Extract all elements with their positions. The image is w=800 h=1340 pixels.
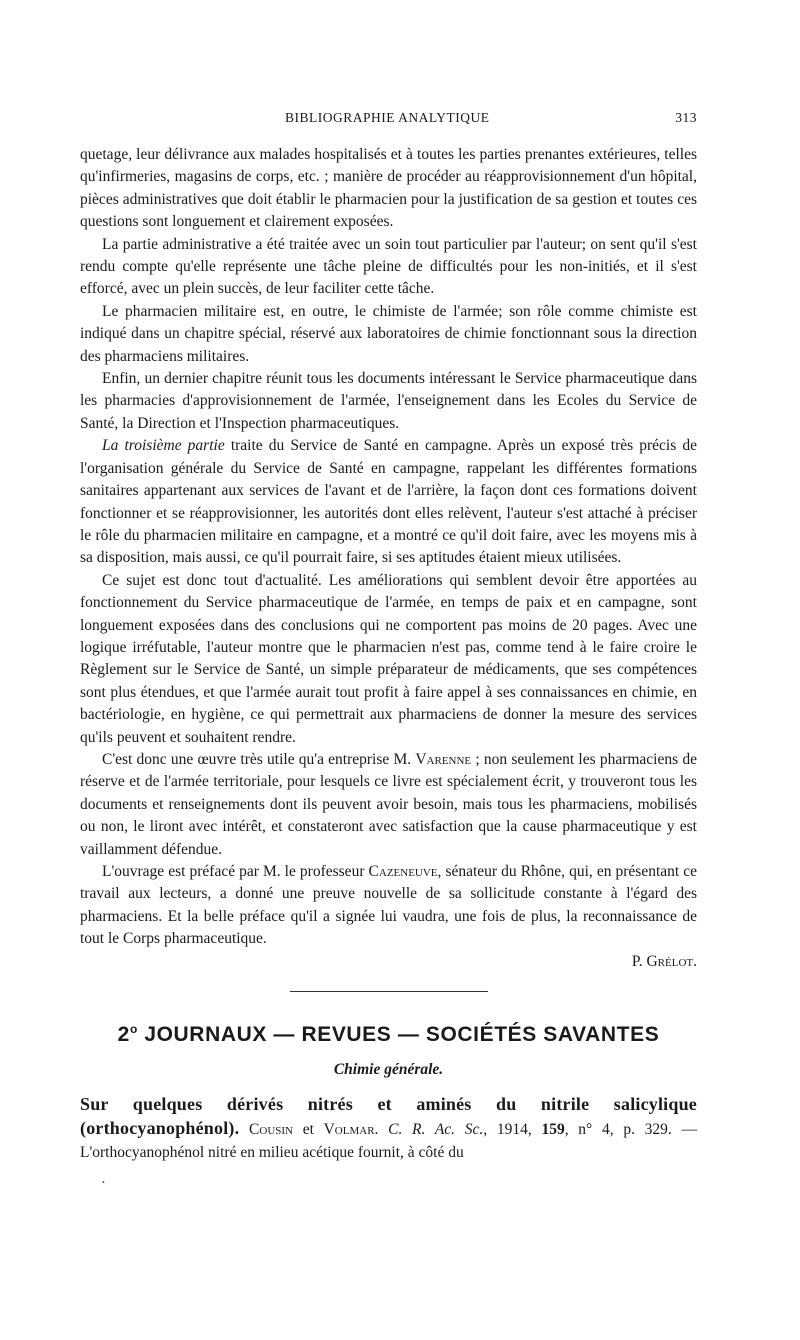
article-author: Cousin (249, 1121, 293, 1139)
section-number-mark: o (129, 1022, 138, 1037)
paragraph-continuation: quetage, leur délivrance aux malades hospitalisés et à toutes les parties prenantes extérieures, telles qu'infirmeries, magasins de corps, etc. ; manière de procéder au réapprovisionnement d'un hôpital, pièces administratives que doit établir le pharmacien pour la justification de sa gestion et toutes ces questions sont longuement et clairement exposées. (80, 146, 697, 231)
review-body (80, 144, 697, 973)
section-title: JOURNAUX — REVUES — SOCIÉTÉS SAVANTES (137, 1023, 660, 1047)
page-number: 313 (675, 110, 697, 125)
stray-dot: • (102, 1178, 105, 1187)
signature-initial: P. (631, 952, 647, 970)
journal-abbrev: C. R. Ac. Sc. (378, 1121, 484, 1139)
person-name: Cazeneuve (368, 863, 438, 880)
paragraph: Le pharmacien militaire est, en outre, le chimiste de l'armée; son rôle comme chimiste est indiqué dans un chapitre spécial, réservé aux laboratoires de chimie fonctionnant sous la direction des pharmaciens militaires. (80, 302, 697, 365)
article-title: Sur quelques dérivés nitrés et aminés du nitrile salicylique (orthocyanophénol). (80, 1094, 697, 1139)
paragraph (80, 861, 697, 951)
section-heading (80, 1022, 697, 1047)
article-entry (80, 1093, 697, 1164)
paragraph-text: L'ouvrage est préfacé par M. le professeur (102, 863, 369, 880)
paragraph-text: , sénateur du Rhône, qui, en présentant ce travail aux lecteurs, a donné une preuve nouvelle de sa sollicitude constante à l'égard des pharmaciens. Et la belle préface qu'il a signée lui vaudra, une fois de plus, la reconnaissance de tout le Corps pharmaceutique. (80, 863, 697, 948)
section-number: 2 (117, 1023, 130, 1047)
article-author: Volmar. (323, 1121, 379, 1139)
volume-number: 159 (541, 1121, 565, 1139)
signature (80, 951, 697, 973)
paragraph (80, 749, 697, 861)
paragraph-text: ; non seulement les pharmaciens de réserve et de l'armée territoriale, pour lesquels ce livre est spécialement écrit, y trouveront tous les documents et renseignements dont ils peuvent avoir besoin, mais tous les pharmaciens, mobilisés ou non, le liront avec intérêt, et constateront avec satisfaction que la cause pharmaceutique y est vaillamment défendue. (80, 750, 697, 858)
paragraph-text: traite du Service de Santé en campagne. Après un exposé très précis de l'organisation générale du Service de Santé en campagne, rappelant les différentes formations sanitaires appartenant aux services de l'avant et de l'arrière, la façon dont ces formations doivent fonctionner et se réapprovisionner, les autorités dont elles relèvent, l'auteur s'est attaché à préciser le rôle du pharmacien militaire en campagne, et a montré ce qu'il doit faire, avec les moyens mis à sa disposition, mais aussi, ce qu'il pourrait faire, si ses aptitudes étaient mieux utilisées. (80, 437, 697, 567)
author-name: Varenne (415, 750, 472, 768)
paragraph (80, 435, 697, 569)
section-divider (290, 991, 488, 992)
conjunction: et (292, 1121, 324, 1139)
signature-name: Grélot. (646, 952, 697, 970)
paragraph-text: C'est donc une œuvre très utile qu'a entreprise M. (102, 750, 416, 768)
italic-phrase: La troisième partie (102, 437, 225, 455)
page (80, 100, 697, 1164)
subsection-heading: Chimie générale. (333, 1061, 444, 1079)
citation-text: , n° 4, p. 329. — L'orthocyanophénol nitré en milieu acétique fournit, à côté du (80, 1121, 697, 1161)
running-header (80, 100, 697, 125)
paragraph: Enfin, un dernier chapitre réunit tous les documents intéressant le Service pharmaceutique dans les pharmacies d'approvisionnement de l'armée, l'enseignement dans les Ecoles du Service de Santé, la Direction et l'Inspection pharmaceutiques. (80, 370, 697, 432)
paragraph: La partie administrative a été traitée avec un soin tout particulier par l'auteur; on sent qu'il s'est rendu compte qu'elle représente une tâche pleine de difficultés pour les non-initiés, et il s'est efforcé, avec un plein succès, de leur faciliter cette tâche. (80, 235, 697, 298)
running-title: BIBLIOGRAPHIE ANALYTIQUE (285, 110, 490, 125)
citation-text: , 1914, (483, 1121, 542, 1139)
paragraph: Ce sujet est donc tout d'actualité. Les améliorations qui semblent devoir être apportées au fonctionnement du Service pharmaceutique de l'armée, en temps de paix et en campagne, sont longuement exposées dans des conclusions qui ne comportent pas moins de 20 pages. Avec une logique irréfutable, l'auteur montre que le pharmacien n'est pas, comme tend à le faire croire le Règlement sur le Service de Santé, un simple préparateur de médicaments, que ses compétences sont plus étendues, et que l'armée aurait tout profit à faire appel à ses connaissances en chimie, en bactériologie, en hygiène, ce qui permettrait aux pharmaciens de donner la mesure des services qu'ils peuvent et souhaitent rendre. (80, 571, 697, 746)
